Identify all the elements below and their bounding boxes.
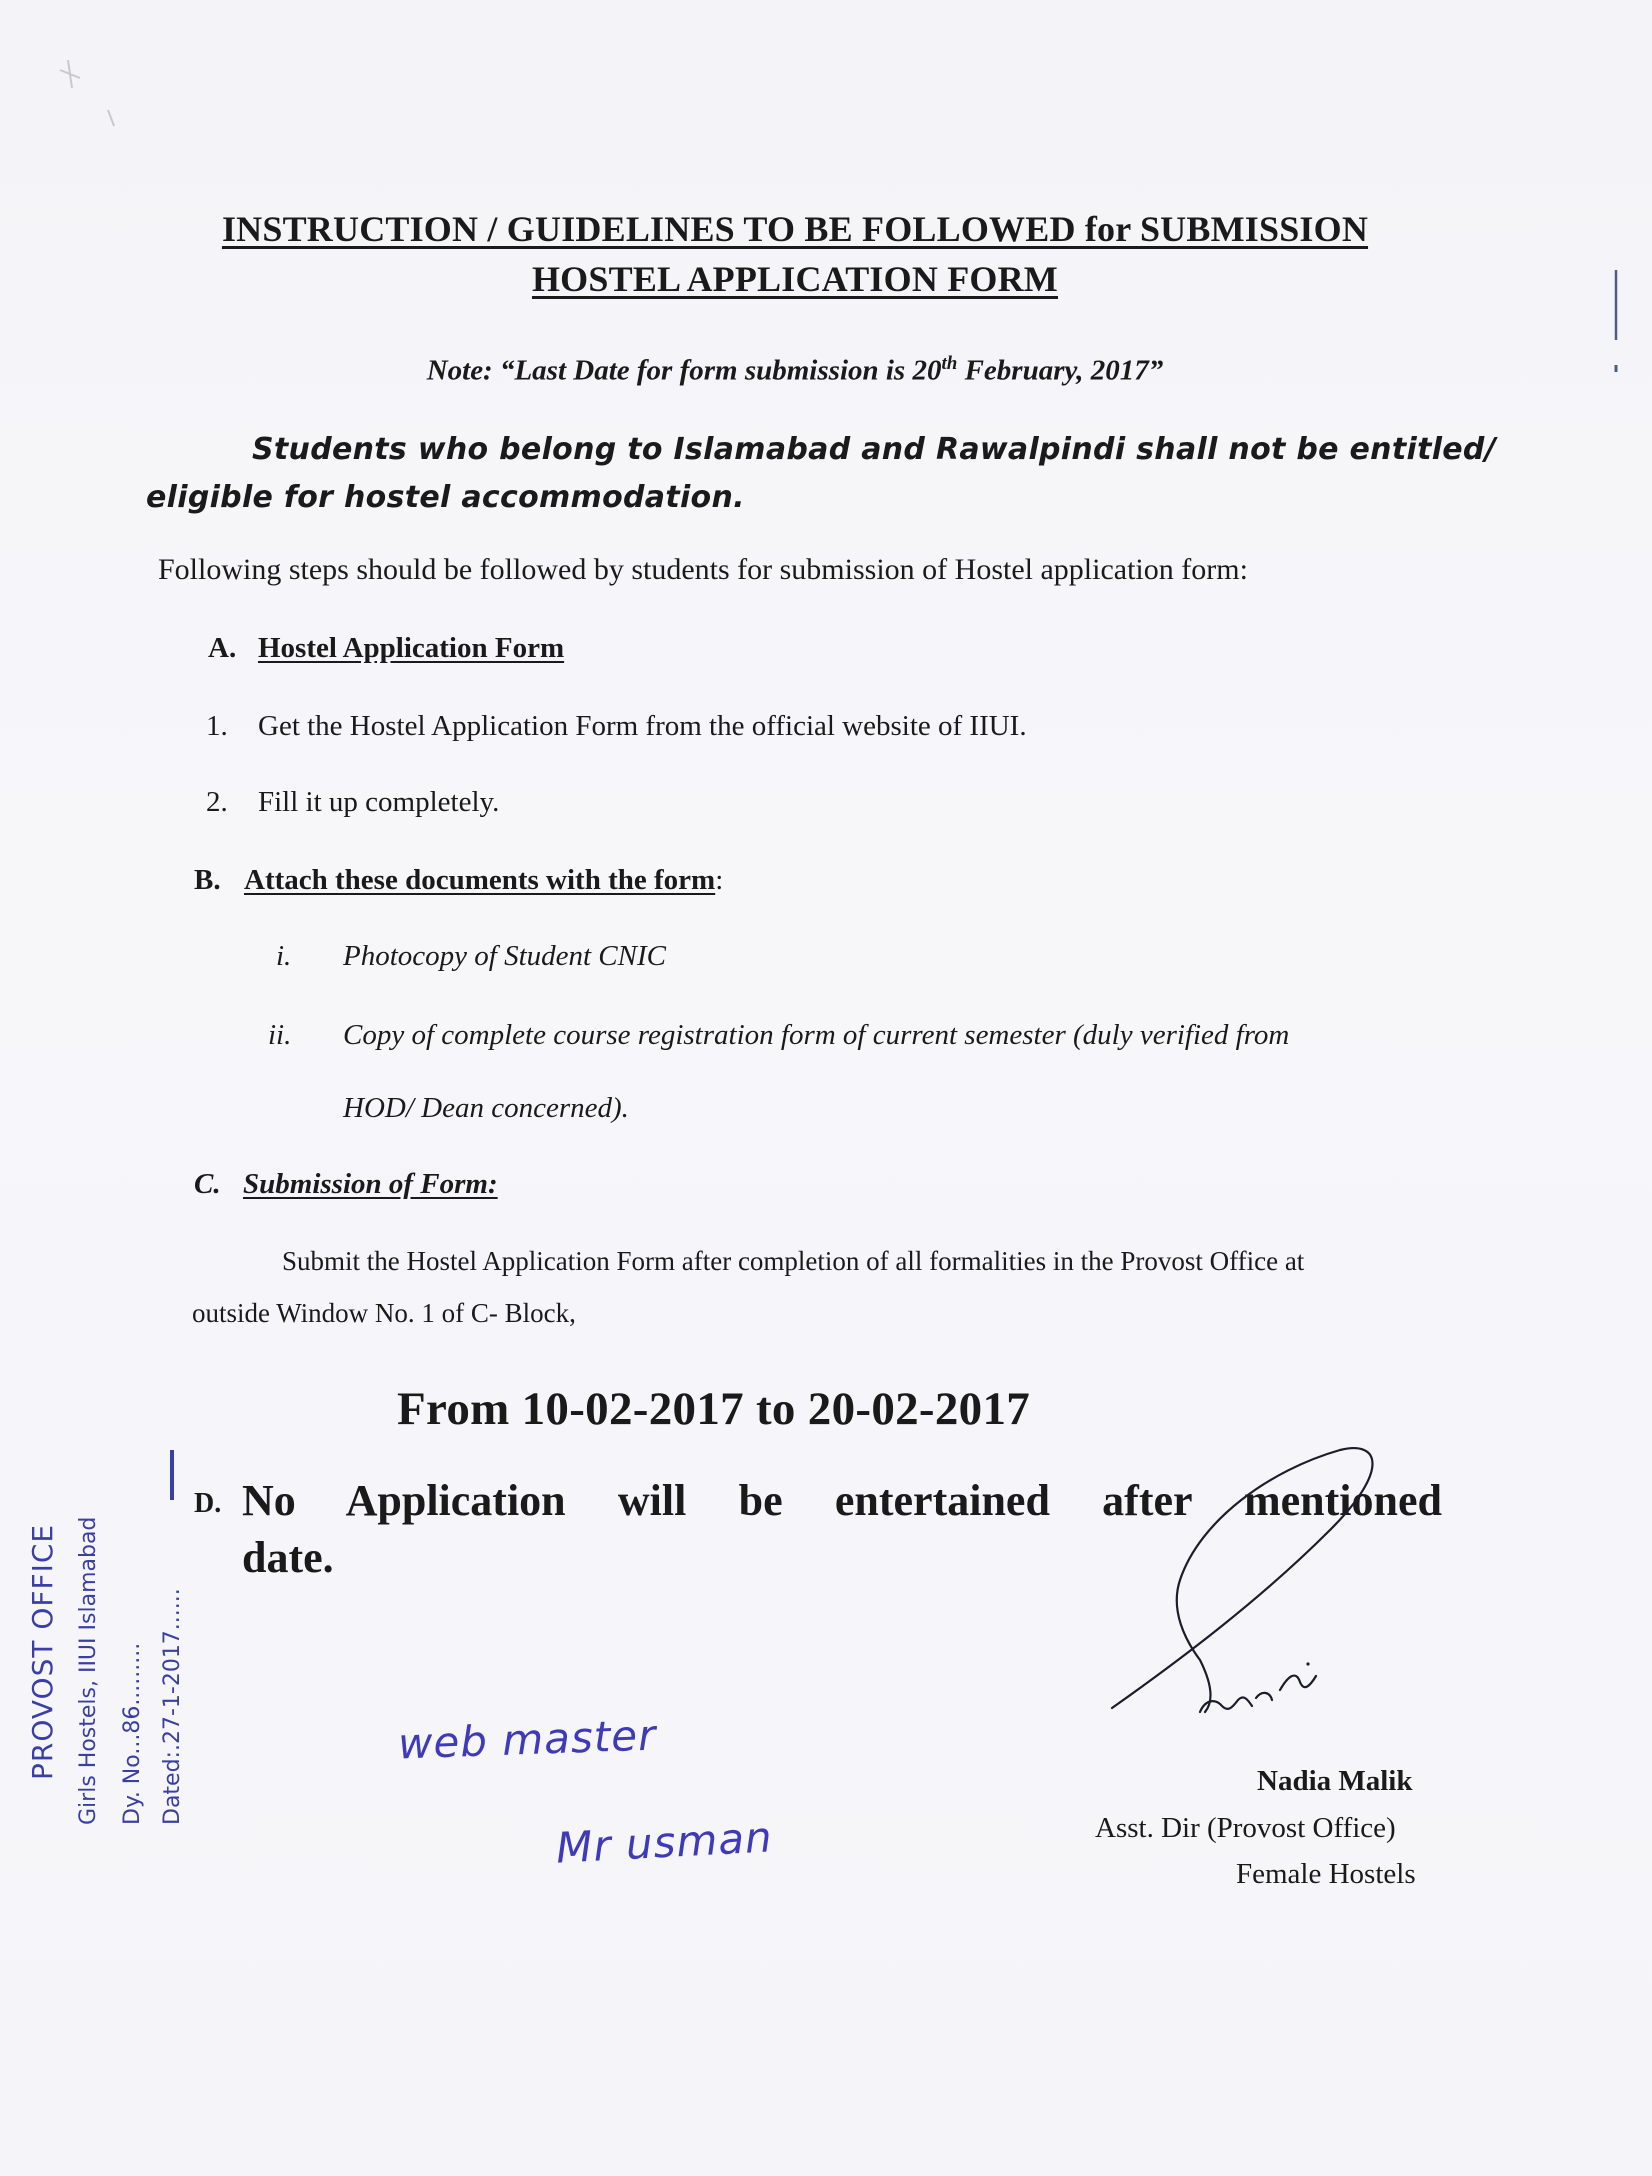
- list-item-number: ii.: [268, 1019, 292, 1051]
- section-a-title: Hostel Application Form: [258, 632, 565, 664]
- stamp-title: PROVOST OFFICE: [26, 1523, 59, 1780]
- provost-office-stamp: [10, 1440, 190, 1840]
- list-item-number: 2.: [206, 786, 228, 818]
- note-lead: Note:: [426, 354, 500, 387]
- submission-paragraph-line-1: Submit the Hostel Application Form after completion of all formalities in the Provost Office at: [282, 1246, 1305, 1276]
- handwritten-note-1: web master: [397, 1710, 658, 1769]
- list-item: Fill it up completely.: [258, 786, 500, 818]
- restriction-line-1: Students who belong to Islamabad and Rawalpindi shall not be entitled/: [252, 432, 1496, 467]
- section-c-title: Submission of Form:: [243, 1168, 498, 1200]
- section-b-title: Attach these documents with the form: [244, 864, 716, 896]
- handwritten-note-2: Mr usman: [554, 1812, 774, 1873]
- note-superscript: th: [941, 353, 958, 374]
- list-item: Copy of complete course registration form of current semester (duly verified from: [343, 1019, 1290, 1051]
- stamp-date: Dated:.27-1-2017......: [160, 1588, 185, 1825]
- section-b-letter: B.: [194, 864, 221, 896]
- section-d-text-line-2: date.: [242, 1533, 334, 1582]
- stamp-subtitle: Girls Hostels, IIUI Islamabad: [76, 1516, 101, 1825]
- signatory-name: Nadia Malik: [1257, 1765, 1413, 1797]
- list-item-continued: HOD/ Dean concerned).: [343, 1092, 629, 1124]
- heading-line-2: HOSTEL APPLICATION FORM: [531, 259, 1058, 299]
- section-a-letter: A.: [208, 632, 237, 664]
- section-b-colon: :: [715, 864, 724, 896]
- submission-date-range: From 10-02-2017 to 20-02-2017: [397, 1383, 1031, 1435]
- list-item: Photocopy of Student CNIC: [343, 940, 666, 972]
- restriction-line-2: eligible for hostel accommodation.: [146, 480, 745, 515]
- stamp-diary-number: Dy. No...86.........: [120, 1642, 145, 1825]
- list-item: Get the Hostel Application Form from the official website of IIUI.: [258, 710, 1027, 742]
- list-item-number: i.: [276, 940, 292, 972]
- section-b-heading: [244, 864, 723, 897]
- deadline-note: [0, 353, 1590, 388]
- heading-line-1: INSTRUCTION / GUIDELINES TO BE FOLLOWED for SUBMISSION: [221, 209, 1369, 249]
- section-d-text-line-1: No Application will be entertained after mentioned: [242, 1476, 1442, 1525]
- signatory-department: Female Hostels: [1236, 1858, 1416, 1890]
- signatory-title: Asst. Dir (Provost Office): [1095, 1812, 1396, 1844]
- submission-paragraph-line-2: outside Window No. 1 of C- Block,: [192, 1298, 576, 1328]
- note-text: “Last Date for form submission is 20: [499, 354, 942, 387]
- note-text-end: February, 2017”: [957, 354, 1164, 387]
- section-c-letter: C.: [194, 1168, 221, 1200]
- intro-text: Following steps should be followed by students for submission of Hostel application form:: [158, 553, 1248, 586]
- section-d-letter: D.: [194, 1488, 222, 1519]
- list-item-number: 1.: [206, 710, 228, 742]
